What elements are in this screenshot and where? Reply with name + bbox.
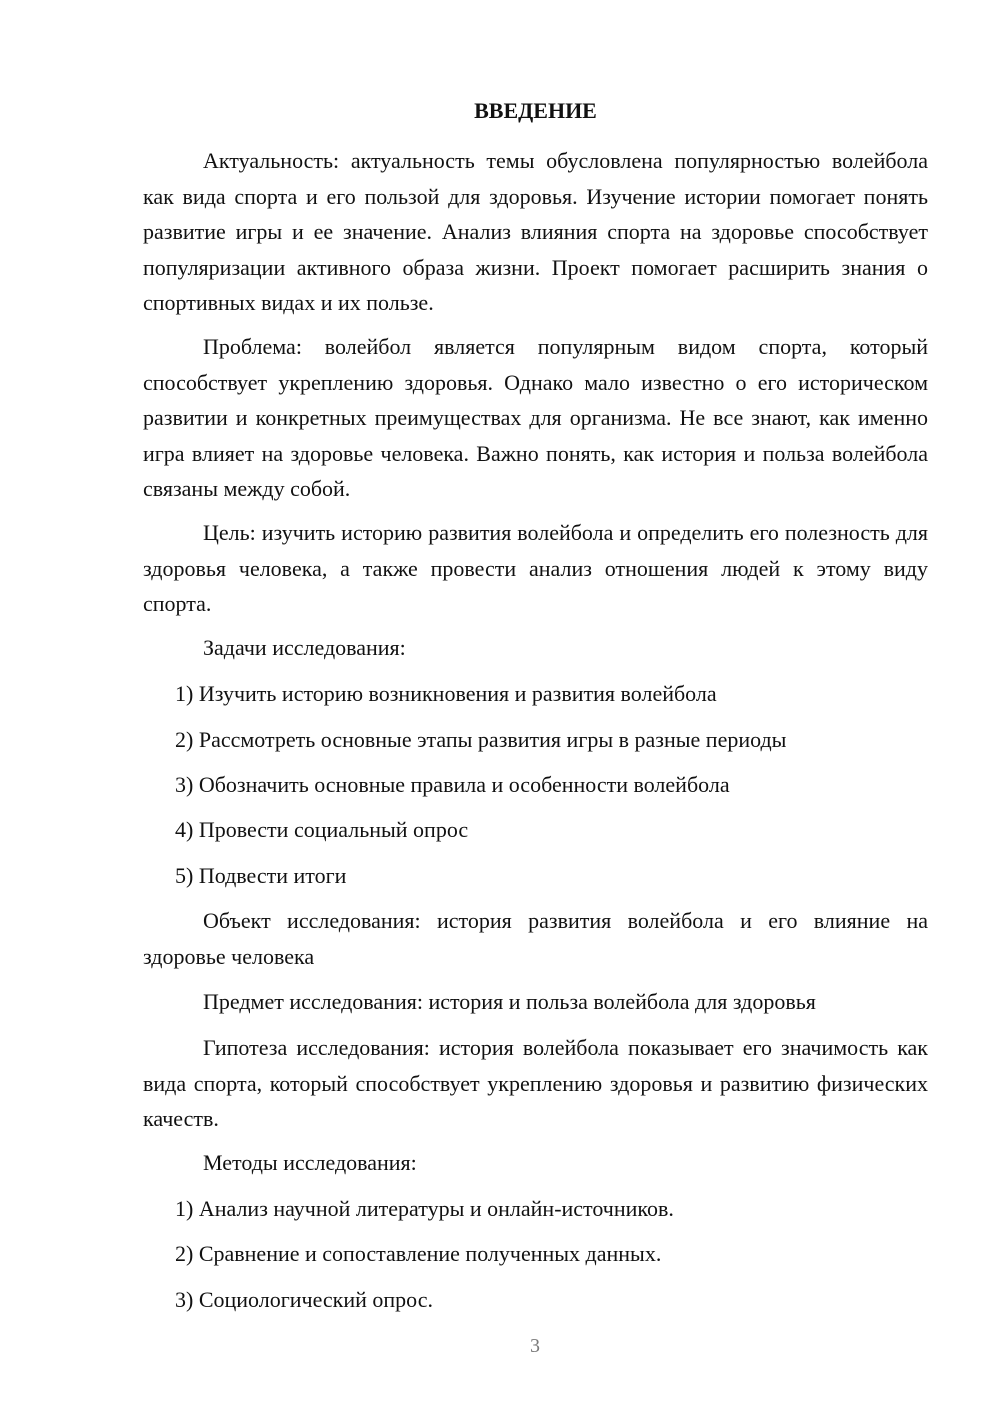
task-item-text: Подвести итоги (198, 863, 347, 888)
paragraph-hypothesis: Гипотеза исследования: история волейбола показывает его значимость как вида спорта, который способствует укреплению здоровья и развитию физических качеств. (143, 1035, 928, 1131)
paragraph-subject: Предмет исследования: история и польза волейбола для здоровья (203, 989, 816, 1014)
task-item-number: 1) (175, 681, 194, 706)
task-item-text: Рассмотреть основные этапы развития игры в разные периоды (198, 727, 787, 752)
method-item (175, 1191, 928, 1227)
paragraph-relevance: Актуальность: актуальность темы обусловлена популярностью волейбола как вида спорта и его пользой для здоровья. Изучение истории помогает понять развитие игры и ее значение. Анализ влияния спорта на здоровье способствует популяризации активного образа жизни. Проект помогает расширить знания о спортивных видах и их пользе. (143, 148, 928, 315)
task-item-text: Обозначить основные правила и особенности волейбола (198, 772, 730, 797)
task-item (175, 858, 928, 894)
page-number: 3 (530, 1335, 540, 1357)
method-item (175, 1282, 928, 1318)
tasks-heading: Задачи исследования: (203, 635, 406, 660)
task-item-number: 4) (175, 817, 194, 842)
method-item (175, 1236, 928, 1272)
task-item-number: 2) (175, 727, 194, 752)
task-item-text: Изучить историю возникновения и развития волейбола (198, 681, 717, 706)
task-item (175, 676, 928, 712)
paragraph-problem: Проблема: волейбол является популярным видом спорта, который способствует укреплению здоровья. Однако мало известно о его историческом развитии и конкретных преимуществах для организма. Не все знают, как именно игра влияет на здоровье человека. Важно понять, как история и польза волейбола связаны между собой. (143, 334, 928, 501)
task-item-text: Провести социальный опрос (198, 817, 469, 842)
task-item (175, 722, 928, 758)
paragraph-goal: Цель: изучить историю развития волейбола и определить его полезность для здоровья человека, а также провести анализ отношения людей к этому виду спорта. (143, 520, 928, 616)
task-item-number: 3) (175, 772, 194, 797)
task-item-number: 5) (175, 863, 194, 888)
method-item-text: Сравнение и сопоставление полученных данных. (198, 1241, 662, 1266)
method-item-number: 1) (175, 1196, 194, 1221)
method-item-number: 2) (175, 1241, 194, 1266)
page-title: ВВЕДЕНИЕ (474, 98, 597, 123)
method-item-text: Социологический опрос. (198, 1287, 433, 1312)
task-item (175, 767, 928, 803)
paragraph-object: Объект исследования: история развития волейбола и его влияние на здоровье человека (143, 908, 928, 969)
method-item-text: Анализ научной литературы и онлайн-источников. (198, 1196, 674, 1221)
methods-heading: Методы исследования: (203, 1150, 417, 1175)
task-item (175, 812, 928, 848)
method-item-number: 3) (175, 1287, 194, 1312)
